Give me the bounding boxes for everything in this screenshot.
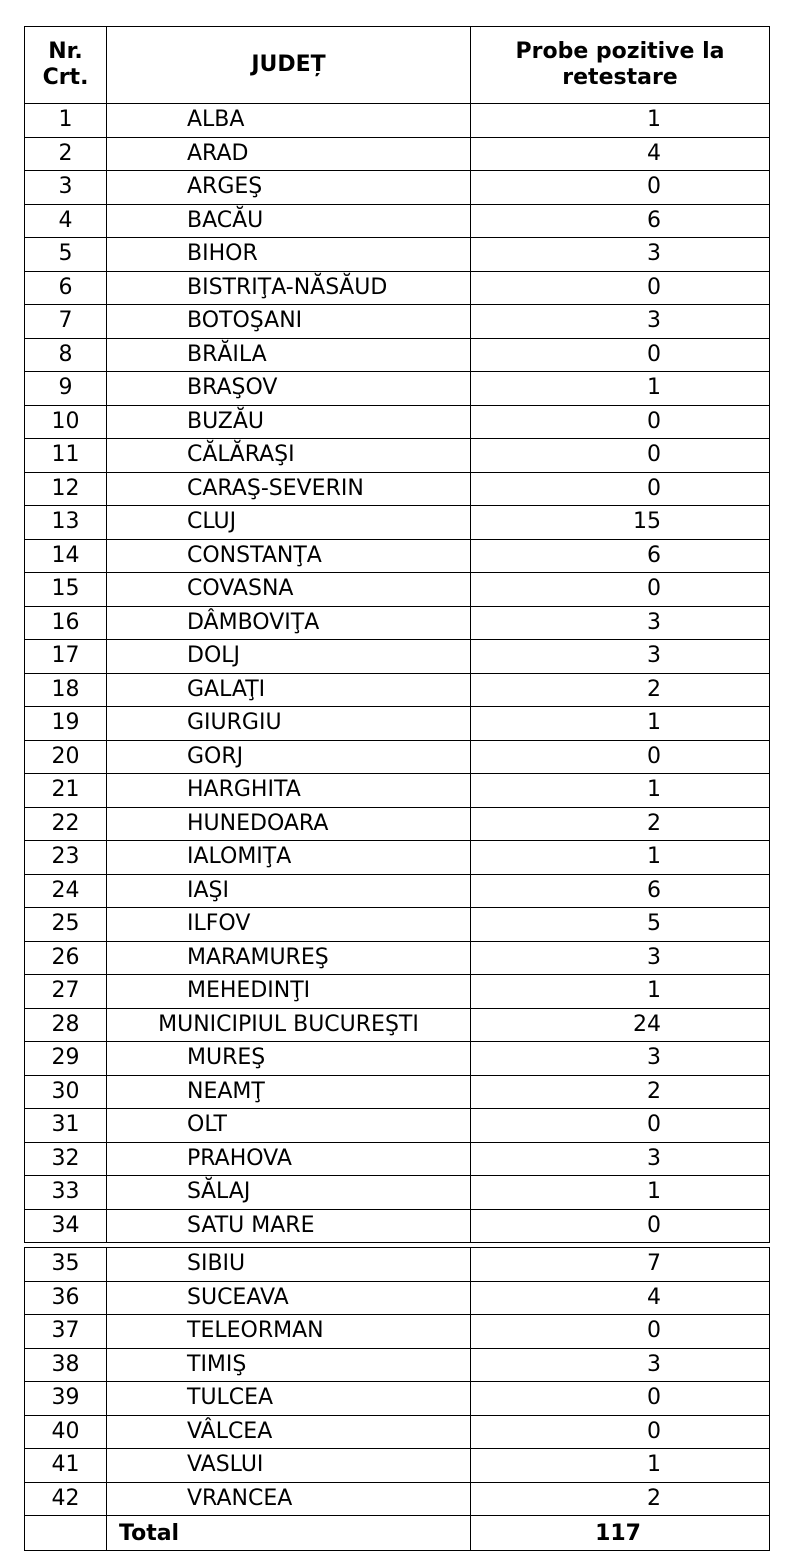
table-row: [25, 908, 770, 942]
table-row: [25, 1348, 770, 1382]
table-row: [25, 472, 770, 506]
table-row: [25, 1075, 770, 1109]
row-number: 21: [25, 774, 107, 808]
table-row: [25, 1482, 770, 1516]
row-number: 19: [25, 707, 107, 741]
table-row: [25, 204, 770, 238]
row-number: 17: [25, 640, 107, 674]
row-number: 32: [25, 1142, 107, 1176]
row-number: 3: [25, 171, 107, 205]
county-name: BRAŞOV: [107, 372, 471, 406]
row-number: 18: [25, 673, 107, 707]
table-row: [25, 1109, 770, 1143]
table-row: [25, 707, 770, 741]
table-row: [25, 1315, 770, 1349]
table-row: [25, 673, 770, 707]
positive-count: 2: [471, 807, 770, 841]
row-number: 33: [25, 1176, 107, 1210]
row-number: 38: [25, 1348, 107, 1382]
county-name: TIMIŞ: [107, 1348, 471, 1382]
row-number: 15: [25, 573, 107, 607]
county-name: MUNICIPIUL BUCUREŞTI: [107, 1008, 471, 1042]
positive-count: 0: [471, 1109, 770, 1143]
positive-count: 1: [471, 774, 770, 808]
positive-count: 2: [471, 1482, 770, 1516]
positive-count: 6: [471, 204, 770, 238]
positive-count: 3: [471, 1042, 770, 1076]
table-row: [25, 1142, 770, 1176]
table-row: [25, 740, 770, 774]
header-probe: Probe pozitive la retestare: [471, 27, 770, 104]
county-name: GALAŢI: [107, 673, 471, 707]
positive-count: 15: [471, 506, 770, 540]
table-row: [25, 975, 770, 1009]
positive-count: 3: [471, 305, 770, 339]
county-name: TULCEA: [107, 1382, 471, 1416]
row-number: 7: [25, 305, 107, 339]
county-name: NEAMŢ: [107, 1075, 471, 1109]
table-row: [25, 137, 770, 171]
table-row: [25, 1281, 770, 1315]
row-number: 36: [25, 1281, 107, 1315]
row-number: 2: [25, 137, 107, 171]
total-empty-cell: [25, 1516, 107, 1551]
positive-count: 24: [471, 1008, 770, 1042]
positive-count: 1: [471, 975, 770, 1009]
positive-count: 2: [471, 673, 770, 707]
county-name: COVASNA: [107, 573, 471, 607]
county-name: CONSTANŢA: [107, 539, 471, 573]
county-name: ARGEŞ: [107, 171, 471, 205]
positive-count: 4: [471, 137, 770, 171]
table-row: [25, 774, 770, 808]
positive-count: 1: [471, 1449, 770, 1483]
county-name: VASLUI: [107, 1449, 471, 1483]
row-number: 5: [25, 238, 107, 272]
county-name: MARAMUREŞ: [107, 941, 471, 975]
table-row: [25, 606, 770, 640]
row-number: 20: [25, 740, 107, 774]
table-row: [25, 338, 770, 372]
positive-count: 6: [471, 874, 770, 908]
county-name: PRAHOVA: [107, 1142, 471, 1176]
county-name: HUNEDOARA: [107, 807, 471, 841]
table-header-row: [25, 27, 770, 104]
positive-count: 0: [471, 405, 770, 439]
row-number: 29: [25, 1042, 107, 1076]
positive-count: 3: [471, 1142, 770, 1176]
county-name: MEHEDINŢI: [107, 975, 471, 1009]
row-number: 10: [25, 405, 107, 439]
row-number: 39: [25, 1382, 107, 1416]
table-row: [25, 1449, 770, 1483]
table-row: [25, 372, 770, 406]
table-row: [25, 271, 770, 305]
table-row: [25, 573, 770, 607]
table-row: [25, 238, 770, 272]
row-number: 25: [25, 908, 107, 942]
row-number: 28: [25, 1008, 107, 1042]
positive-count: 3: [471, 640, 770, 674]
county-table-bottom: [24, 1247, 770, 1551]
county-name: BACĂU: [107, 204, 471, 238]
positive-count: 0: [471, 439, 770, 473]
county-name: HARGHITA: [107, 774, 471, 808]
positive-count: 1: [471, 1176, 770, 1210]
positive-count: 0: [471, 171, 770, 205]
table-row: [25, 874, 770, 908]
header-nr: Nr. Crt.: [25, 27, 107, 104]
table-row: [25, 1209, 770, 1243]
row-number: 16: [25, 606, 107, 640]
table-row: [25, 807, 770, 841]
row-number: 27: [25, 975, 107, 1009]
table-row: [25, 104, 770, 138]
row-number: 26: [25, 941, 107, 975]
county-name: CARAŞ-SEVERIN: [107, 472, 471, 506]
table-row: [25, 1415, 770, 1449]
positive-count: 0: [471, 1415, 770, 1449]
county-name: IAŞI: [107, 874, 471, 908]
total-label: Total: [107, 1516, 471, 1551]
table-row: [25, 1176, 770, 1210]
table-row: [25, 539, 770, 573]
positive-count: 0: [471, 472, 770, 506]
table-row: [25, 1042, 770, 1076]
positive-count: 0: [471, 573, 770, 607]
table-row: [25, 941, 770, 975]
row-number: 34: [25, 1209, 107, 1243]
row-number: 14: [25, 539, 107, 573]
positive-count: 3: [471, 238, 770, 272]
positive-count: 0: [471, 740, 770, 774]
county-name: BUZĂU: [107, 405, 471, 439]
row-number: 13: [25, 506, 107, 540]
table-row: [25, 439, 770, 473]
county-name: ILFOV: [107, 908, 471, 942]
table-row: [25, 1008, 770, 1042]
total-value: 117: [471, 1516, 770, 1551]
total-row: [25, 1516, 770, 1551]
positive-count: 6: [471, 539, 770, 573]
row-number: 6: [25, 271, 107, 305]
table-row: [25, 841, 770, 875]
positive-count: 1: [471, 104, 770, 138]
table-row: [25, 1248, 770, 1282]
row-number: 24: [25, 874, 107, 908]
county-name: CĂLĂRAŞI: [107, 439, 471, 473]
row-number: 40: [25, 1415, 107, 1449]
positive-count: 3: [471, 941, 770, 975]
county-name: SĂLAJ: [107, 1176, 471, 1210]
county-name: BOTOŞANI: [107, 305, 471, 339]
county-name: CLUJ: [107, 506, 471, 540]
county-name: ARAD: [107, 137, 471, 171]
county-name: BRĂILA: [107, 338, 471, 372]
positive-count: 7: [471, 1248, 770, 1282]
county-name: GIURGIU: [107, 707, 471, 741]
positive-count: 3: [471, 606, 770, 640]
row-number: 42: [25, 1482, 107, 1516]
positive-count: 1: [471, 707, 770, 741]
county-table-top: [24, 26, 770, 1243]
positive-count: 2: [471, 1075, 770, 1109]
row-number: 8: [25, 338, 107, 372]
county-name: BISTRIŢA-NĂSĂUD: [107, 271, 471, 305]
positive-count: 1: [471, 841, 770, 875]
row-number: 1: [25, 104, 107, 138]
table-row: [25, 405, 770, 439]
positive-count: 4: [471, 1281, 770, 1315]
table-row: [25, 1382, 770, 1416]
county-name: SUCEAVA: [107, 1281, 471, 1315]
row-number: 11: [25, 439, 107, 473]
row-number: 37: [25, 1315, 107, 1349]
county-name: SIBIU: [107, 1248, 471, 1282]
positive-count: 3: [471, 1348, 770, 1382]
county-name: DÂMBOVIŢA: [107, 606, 471, 640]
county-name: BIHOR: [107, 238, 471, 272]
county-name: GORJ: [107, 740, 471, 774]
row-number: 30: [25, 1075, 107, 1109]
positive-count: 1: [471, 372, 770, 406]
row-number: 9: [25, 372, 107, 406]
row-number: 12: [25, 472, 107, 506]
header-judet: JUDEȚ: [107, 27, 471, 104]
positive-count: 0: [471, 1382, 770, 1416]
county-name: SATU MARE: [107, 1209, 471, 1243]
positive-count: 0: [471, 1315, 770, 1349]
county-name: VRANCEA: [107, 1482, 471, 1516]
row-number: 41: [25, 1449, 107, 1483]
table-row: [25, 171, 770, 205]
county-name: DOLJ: [107, 640, 471, 674]
row-number: 4: [25, 204, 107, 238]
positive-count: 5: [471, 908, 770, 942]
table-row: [25, 640, 770, 674]
county-name: OLT: [107, 1109, 471, 1143]
county-name: MUREŞ: [107, 1042, 471, 1076]
row-number: 22: [25, 807, 107, 841]
positive-count: 0: [471, 1209, 770, 1243]
positive-count: 0: [471, 271, 770, 305]
positive-count: 0: [471, 338, 770, 372]
table-row: [25, 305, 770, 339]
county-name: TELEORMAN: [107, 1315, 471, 1349]
table-row: [25, 506, 770, 540]
row-number: 35: [25, 1248, 107, 1282]
county-name: IALOMIŢA: [107, 841, 471, 875]
county-name: VÂLCEA: [107, 1415, 471, 1449]
row-number: 23: [25, 841, 107, 875]
row-number: 31: [25, 1109, 107, 1143]
county-name: ALBA: [107, 104, 471, 138]
